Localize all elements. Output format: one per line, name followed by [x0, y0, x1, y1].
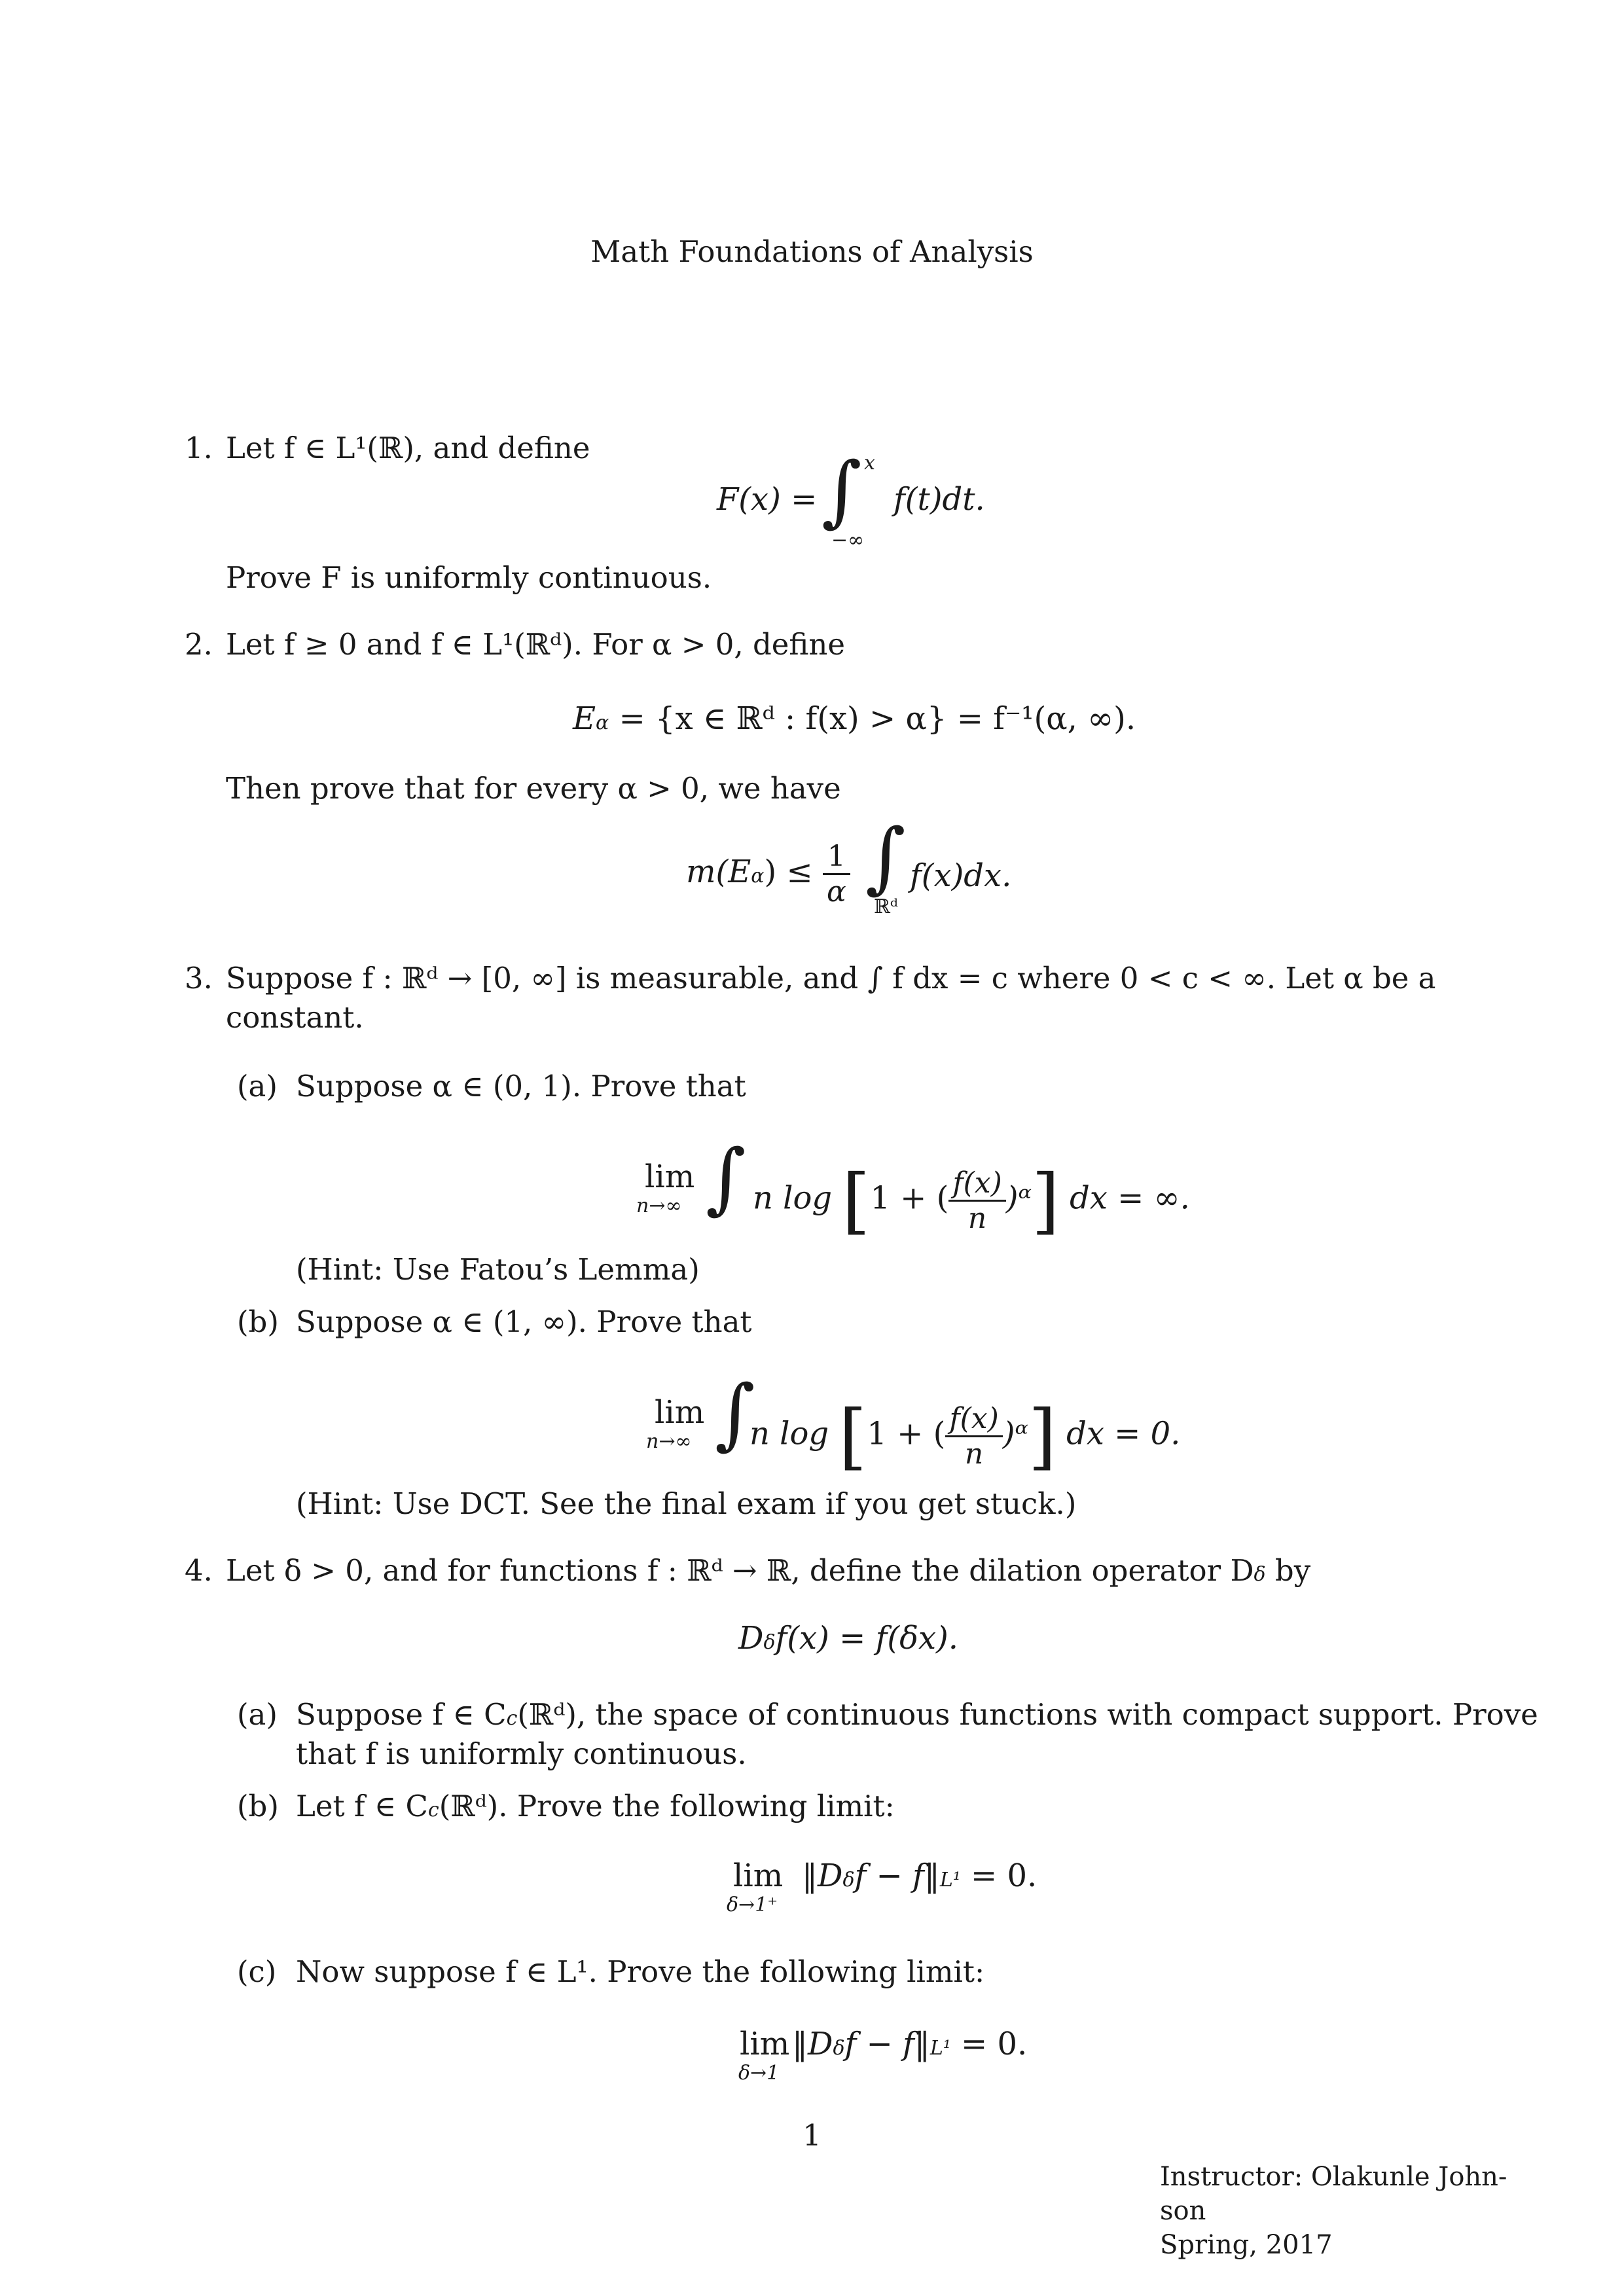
left-bracket: [ — [839, 1394, 867, 1478]
problem-4-text-by: by — [1274, 1553, 1311, 1588]
equation-F-rhs: f(t)dt. — [893, 481, 985, 518]
equation-3a-result: dx = ∞. — [1070, 1179, 1190, 1217]
problem-number: 1. — [185, 431, 213, 465]
equation-3b-result: dx = 0. — [1066, 1415, 1181, 1452]
equation-dilation — [738, 1620, 958, 1657]
problem-3-text: Suppose f : ℝᵈ → [0, ∞] is measurable, and ∫ f dx = c where 0 < c < ∞. Let α be a — [226, 961, 1436, 996]
lim-label: lim — [655, 1394, 705, 1431]
part-3b-text: Suppose α ∈ (1, ∞). Prove that — [296, 1304, 752, 1339]
fraction-denominator: n — [967, 1201, 987, 1235]
term: Spring, 2017 — [1160, 2230, 1333, 2260]
lim-label: lim — [645, 1158, 695, 1195]
equation-E-symbol: E — [573, 700, 596, 737]
delta-subscript: δ — [842, 1869, 855, 1892]
part-label: (a) — [237, 1697, 278, 1732]
delta-subscript: δ — [833, 2037, 845, 2060]
part-4a-text — [296, 1695, 1538, 1738]
part-4b-text-main: Let f ∈ C — [296, 1789, 428, 1823]
integral-domain: ℝᵈ — [874, 895, 898, 918]
markov-rhs: f(x)dx. — [910, 857, 1012, 894]
delta-subscript: δ — [1254, 1563, 1266, 1586]
alpha-subscript: α — [751, 865, 765, 888]
fraction-fx-over-n — [948, 1166, 1005, 1235]
problem-3-text-continued: constant. — [226, 1000, 364, 1035]
fraction-denominator: n — [964, 1437, 984, 1471]
integral-sign: ∫ — [706, 1132, 746, 1223]
problem-1-conclusion: Prove F is uniformly continuous. — [226, 560, 712, 595]
part-4a-text-main: Suppose f ∈ C — [296, 1697, 507, 1732]
c-subscript: c — [427, 1799, 439, 1821]
power-alpha: )ᵅ — [1005, 1179, 1032, 1217]
part-3a-text: Suppose α ∈ (0, 1). Prove that — [296, 1069, 746, 1103]
n-log: n log — [749, 1415, 829, 1452]
part-4a-text-continued: that f is uniformly continuous. — [296, 1736, 747, 1771]
instructor-line-2: son — [1160, 2196, 1206, 2226]
equation-E-rest: = {x ∈ ℝᵈ : f(x) > α} = f⁻¹(α, ∞). — [619, 700, 1136, 737]
norm-open: ‖D — [802, 1857, 843, 1894]
norm-subscript: L¹ — [929, 2037, 951, 2060]
norm-rest: f − f‖ — [844, 2026, 930, 2062]
right-bracket: ] — [1031, 1158, 1060, 1242]
c-subscript: c — [506, 1707, 518, 1730]
right-bracket: ] — [1028, 1394, 1056, 1478]
lim-label: lim — [733, 1857, 784, 1894]
page-number: 1 — [803, 2118, 821, 2153]
delta-subscript: δ — [763, 1631, 776, 1654]
equation-4c — [792, 2026, 1027, 2062]
integral-lower-limit: −∞ — [831, 529, 865, 552]
equation-F-lhs: F(x) = — [717, 481, 818, 518]
equation-4c-result: = 0. — [961, 2026, 1028, 2062]
dilation-rest: f(x) = f(δx). — [775, 1620, 959, 1657]
part-3a-hint: (Hint: Use Fatou’s Lemma) — [296, 1252, 700, 1287]
alpha-subscript: α — [596, 711, 609, 734]
part-3b-hint: (Hint: Use DCT. See the final exam if you get stuck.) — [296, 1486, 1077, 1521]
integral-upper-limit: x — [864, 452, 875, 475]
equation-4b — [802, 1857, 1037, 1894]
problem-1-text: Let f ∈ L¹(ℝ), and define — [226, 431, 590, 465]
norm-rest: f − f‖ — [854, 1857, 940, 1894]
problem-number: 2. — [185, 627, 213, 662]
integral-sign: ∫ — [865, 812, 906, 902]
norm-open: ‖D — [792, 2026, 833, 2062]
integral-sign: ∫ — [715, 1368, 755, 1458]
fraction-fx-over-n — [945, 1402, 1002, 1471]
problem-2-text: Let f ≥ 0 and f ∈ L¹(ℝᵈ). For α > 0, define — [226, 627, 846, 662]
problem-4-text-main: Let δ > 0, and for functions f : ℝᵈ → ℝ, define the dilation operator D — [226, 1553, 1254, 1588]
part-4b-text — [296, 1787, 895, 1830]
markov-lhs-close: ) ≤ — [764, 853, 813, 890]
part-4c-text: Now suppose f ∈ L¹. Prove the following limit: — [296, 1954, 985, 1989]
part-label: (a) — [237, 1069, 278, 1103]
problem-4-text — [226, 1551, 1310, 1594]
problem-number: 4. — [185, 1553, 213, 1588]
lim-label: lim — [740, 2026, 790, 2062]
fraction-numerator: f(x) — [948, 1166, 1005, 1202]
lim-subscript: n→∞ — [646, 1430, 692, 1453]
problem-2-intermediate: Then prove that for every α > 0, we have — [226, 771, 841, 806]
fraction-numerator: 1 — [823, 840, 850, 875]
part-4b-text-rest: (ℝᵈ). Prove the following limit: — [439, 1789, 895, 1823]
problem-number: 3. — [185, 961, 213, 996]
page-title: Math Foundations of Analysis — [590, 234, 1034, 269]
part-label: (b) — [237, 1304, 279, 1339]
instructor-block — [1160, 2160, 1507, 2262]
lim-subscript: δ→1 — [738, 2062, 780, 2085]
fraction-one-over-alpha — [823, 840, 850, 908]
dilation-D: D — [738, 1620, 764, 1657]
one-plus: 1 + ( — [870, 1179, 949, 1217]
instructor-line-1: Instructor: Olakunle John- — [1160, 2162, 1507, 2192]
integral-sign: ∫ — [821, 445, 862, 535]
left-bracket: [ — [842, 1158, 871, 1242]
fraction-numerator: f(x) — [945, 1402, 1002, 1437]
norm-subscript: L¹ — [939, 1869, 961, 1892]
fraction-denominator: α — [827, 875, 846, 908]
equation-E-alpha — [573, 700, 1136, 737]
lim-subscript: δ→1⁺ — [727, 1893, 778, 1916]
part-4a-text-rest: (ℝᵈ), the space of continuous functions with compact support. Prove — [517, 1697, 1538, 1732]
integrand-3a — [753, 1158, 1190, 1242]
one-plus: 1 + ( — [867, 1415, 946, 1452]
markov-lhs: m(E — [686, 853, 751, 890]
equation-4b-result: = 0. — [971, 1857, 1038, 1894]
lim-subscript: n→∞ — [636, 1194, 682, 1217]
part-label: (c) — [237, 1954, 277, 1989]
n-log: n log — [753, 1179, 833, 1217]
equation-markov — [686, 840, 850, 908]
integrand-3b — [749, 1394, 1180, 1478]
part-label: (b) — [237, 1789, 279, 1823]
power-alpha: )ᵅ — [1002, 1415, 1028, 1452]
